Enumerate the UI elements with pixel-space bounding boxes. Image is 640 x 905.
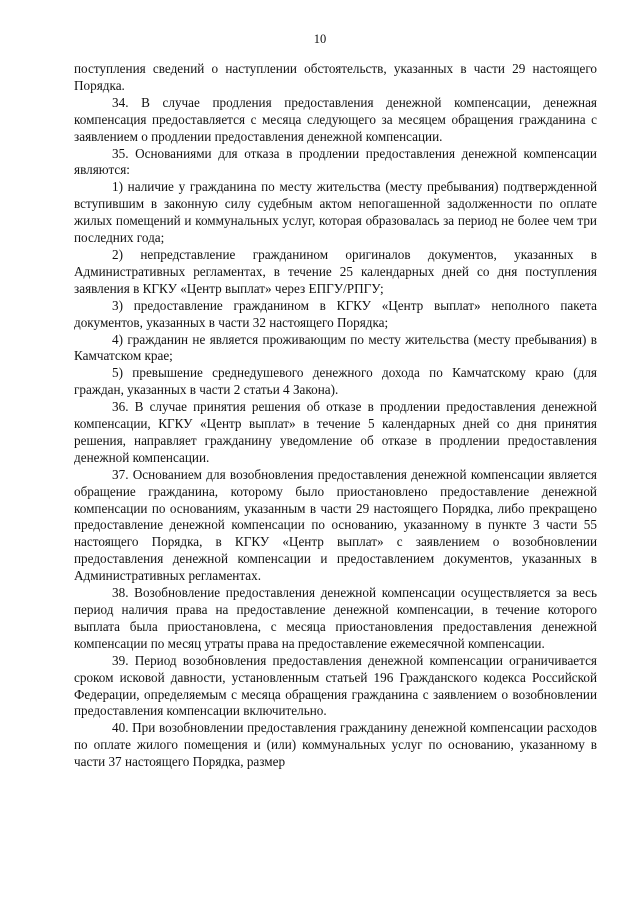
document-body xyxy=(74,61,597,771)
page-number: 10 xyxy=(313,32,327,46)
paragraph-39: 39. Период возобновления предоставления денежной компенсации ограничивается сроком исковой давности, установленным статьей 196 Гражданского кодекса Российской Федерации, определяемым с месяца обращения гражданина с заявлением о возобновлении предоставления компенсации включительно. xyxy=(74,652,597,719)
paragraph-34: 34. В случае продления предоставления денежной компенсации, денежная компенсация предоставляется с месяца следующего за месяцем обращения гражданина с заявлением о продлении предоставления денежной компенсации. xyxy=(74,94,597,144)
list-item-35-2: 2) непредставление гражданином оригиналов документов, указанных в Административных регламентах, в течение 25 календарных дней со дня поступления заявления в КГКУ «Центр выплат» через ЕПГУ/РПГУ; xyxy=(74,246,597,296)
list-item-35-4: 4) гражданин не является проживающим по месту жительства (месту пребывания) в Камчатском крае; xyxy=(74,331,597,364)
paragraph-continued: поступления сведений о наступлении обстоятельств, указанных в части 29 настоящего Порядка. xyxy=(74,61,597,93)
paragraph-35: 35. Основаниями для отказа в продлении предоставления денежной компенсации являются: xyxy=(74,145,597,178)
paragraph-38: 38. Возобновление предоставления денежной компенсации осуществляется за весь период наличия права на предоставление денежной компенсации, в течение которого выплата была приостановлена, с месяца приостановления предоставления денежной компенсации по месяц утраты права на предоставление ежемесячной компенсации. xyxy=(74,585,597,651)
list-item-35-1: 1) наличие у гражданина по месту жительства (месту пребывания) подтвержденной вступившим в законную силу судебным актом непогашенной задолженности по оплате жилых помещений и коммунальных услуг, которая образовалась за период не более чем три последних года; xyxy=(74,179,597,246)
list-item-35-3: 3) предоставление гражданином в КГКУ «Центр выплат» неполного пакета документов, указанных в части 32 настоящего Порядка; xyxy=(74,297,597,330)
paragraph-37: 37. Основанием для возобновления предоставления денежной компенсации является обращение гражданина, которому было приостановлено предоставление денежной компенсации по основаниям, указанным в части 29 настоящего Порядка, либо прекращено предоставление денежной компенсации по основанию, указанному в пункте 3 части 55 настоящего Порядка, в КГКУ «Центр выплат» с заявлением о возобновлении предоставления денежной компенсации и предоставлением документов, указанных в Административных регламентах. xyxy=(74,466,597,584)
paragraph-36: 36. В случае принятия решения об отказе в продлении предоставления денежной компенсации, КГКУ «Центр выплат» в течение 5 календарных дней со дня принятия решения, направляет гражданину уведомление об отказе в продлении предоставления денежной компенсации. xyxy=(74,399,597,465)
list-item-35-5: 5) превышение среднедушевого денежного дохода по Камчатскому краю (для граждан, указанных в части 2 статьи 4 Закона). xyxy=(74,365,597,398)
paragraph-40: 40. При возобновлении предоставления гражданину денежной компенсации расходов по оплате жилого помещения и (или) коммунальных услуг по основанию, указанному в части 37 настоящего Порядка, размер xyxy=(74,720,597,770)
